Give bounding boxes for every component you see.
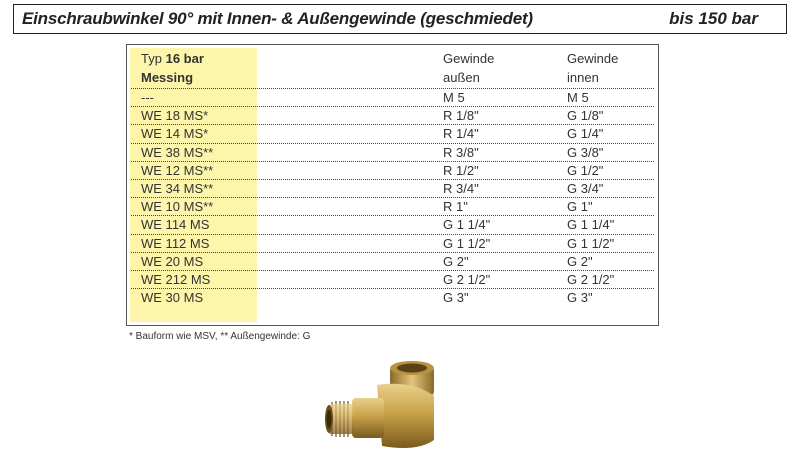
row-outer-thread: G 2 1/2" [443,271,491,287]
row-inner-thread: G 1 1/4" [567,217,615,233]
table-header [127,45,658,88]
pressure-rating: bis 150 bar [669,9,758,28]
row-type: WE 20 MS [141,253,204,269]
header-inner-line2: innen [567,70,599,85]
row-type: WE 212 MS [141,271,211,287]
row-inner-thread: G 1" [567,199,593,215]
header-outer-line2: außen [443,70,480,85]
row-outer-thread: R 3/8" [443,144,479,160]
row-outer-thread: R 1/2" [443,162,479,178]
header-outer-line1: Gewinde [443,51,495,66]
table-row [131,180,654,198]
footnote: * Bauform wie MSV, ** Außengewinde: G [129,331,311,342]
row-inner-thread: G 2 1/2" [567,271,615,287]
row-outer-thread: R 1/8" [443,108,479,124]
row-outer-thread: G 1 1/4" [443,217,491,233]
row-type: --- [141,90,154,105]
row-inner-thread: G 1 1/2" [567,235,615,251]
row-inner-thread: G 1/2" [567,162,604,178]
header-typ: Typ 16 bar [141,51,204,66]
header-inner-line1: Gewinde [567,51,619,66]
row-inner-thread: G 3/8" [567,144,604,160]
table-row [131,89,654,107]
table-body [127,89,658,306]
row-type: WE 18 MS* [141,108,209,124]
table-row [131,216,654,234]
row-type: WE 34 MS** [141,180,214,196]
row-type: WE 14 MS* [141,126,209,142]
row-outer-thread: R 3/4" [443,180,479,196]
row-type: WE 10 MS** [141,199,214,215]
row-outer-thread: G 3" [443,290,469,306]
table-row [131,198,654,216]
table-row [131,289,654,306]
row-inner-thread: M 5 [567,90,589,105]
row-type: WE 12 MS** [141,162,214,178]
table-row [131,271,654,289]
row-type: WE 38 MS** [141,144,214,160]
table-row [131,253,654,271]
row-outer-thread: G 1 1/2" [443,235,491,251]
spec-table [126,44,659,326]
brass-elbow-fitting-image [322,360,472,455]
row-inner-thread: G 1/8" [567,108,604,124]
table-row [131,162,654,180]
row-type: WE 30 MS [141,290,204,306]
row-type: WE 112 MS [141,235,210,251]
table-row [131,125,654,143]
row-inner-thread: G 3" [567,290,593,306]
table-row [131,235,654,253]
row-inner-thread: G 3/4" [567,180,604,196]
row-outer-thread: R 1/4" [443,126,479,142]
row-outer-thread: G 2" [443,253,469,269]
row-outer-thread: M 5 [443,90,465,105]
table-row [131,144,654,162]
row-type: WE 114 MS [141,217,210,233]
page-title: Einschraubwinkel 90° mit Innen- & Außengewinde (geschmiedet) [22,9,533,28]
title-bar [13,4,787,34]
row-inner-thread: G 1/4" [567,126,604,142]
row-outer-thread: R 1" [443,199,468,215]
table-row [131,107,654,125]
header-material: Messing [141,70,194,85]
row-inner-thread: G 2" [567,253,593,269]
